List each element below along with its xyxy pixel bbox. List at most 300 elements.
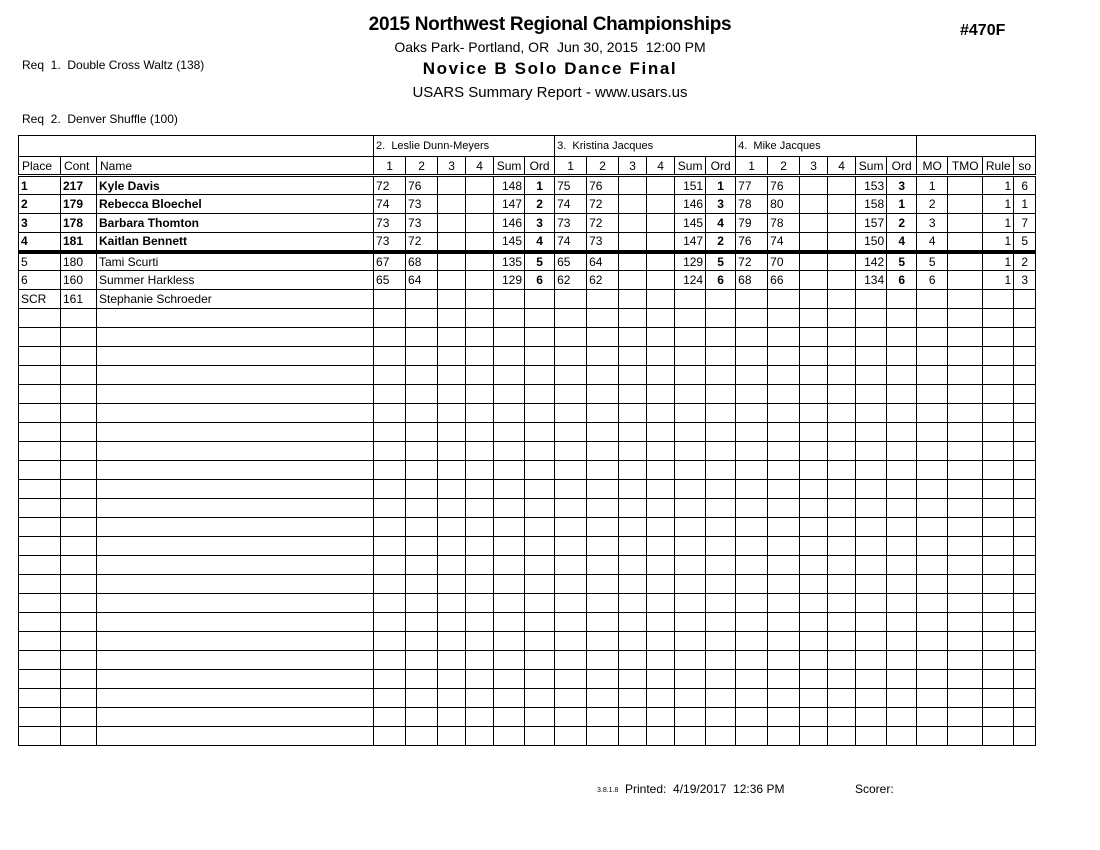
- cell-score: [828, 461, 856, 480]
- cell-so: [1014, 594, 1036, 613]
- cell-score: [466, 423, 494, 442]
- cell-ord: [887, 537, 917, 556]
- cell-so: [1014, 480, 1036, 499]
- cell-score: [555, 423, 587, 442]
- cell-score: [647, 594, 675, 613]
- cell-score: [438, 195, 466, 214]
- cell-so: [1014, 328, 1036, 347]
- cell-score: [374, 556, 406, 575]
- cell-score: [736, 385, 768, 404]
- cell-score: [768, 708, 800, 727]
- cell-score: [438, 461, 466, 480]
- cell-score: [619, 537, 647, 556]
- cell-score: [736, 632, 768, 651]
- cell-cont: [61, 575, 97, 594]
- cell-score: [555, 518, 587, 537]
- cell-place: [19, 556, 61, 575]
- cell-score: [800, 366, 828, 385]
- cell-ord: 6: [887, 271, 917, 290]
- cell-score: [406, 423, 438, 442]
- cell-cont: [61, 727, 97, 746]
- cell-sum: [856, 423, 887, 442]
- cell-score: [555, 461, 587, 480]
- cell-score: [438, 404, 466, 423]
- cell-rule: [983, 423, 1014, 442]
- cell-score: [555, 727, 587, 746]
- cell-tmo: [948, 176, 983, 195]
- cell-tmo: [948, 328, 983, 347]
- cell-ord: [706, 708, 736, 727]
- cell-name: [97, 347, 374, 366]
- col-header-sum: Sum: [675, 157, 706, 176]
- cell-score: [587, 423, 619, 442]
- table-row: [19, 651, 1036, 670]
- cell-so: [1014, 575, 1036, 594]
- cell-ord: [525, 442, 555, 461]
- cell-score: [800, 347, 828, 366]
- cell-sum: 146: [494, 214, 525, 233]
- cell-rule: 1: [983, 176, 1014, 195]
- cell-score: [406, 708, 438, 727]
- cell-name: [97, 442, 374, 461]
- cell-place: [19, 461, 61, 480]
- cell-place: [19, 366, 61, 385]
- cell-score: [587, 328, 619, 347]
- cell-sum: [675, 499, 706, 518]
- cell-score: [555, 632, 587, 651]
- cell-score: [828, 651, 856, 670]
- cell-score: [406, 556, 438, 575]
- cell-score: [438, 632, 466, 651]
- cell-cont: 178: [61, 214, 97, 233]
- cell-sum: [856, 404, 887, 423]
- cell-score: [647, 537, 675, 556]
- cell-score: [647, 195, 675, 214]
- cell-score: [828, 423, 856, 442]
- cell-sum: 129: [675, 252, 706, 271]
- cell-sum: 145: [675, 214, 706, 233]
- col-header-mo: MO: [917, 157, 948, 176]
- cell-score: [587, 594, 619, 613]
- cell-sum: 134: [856, 271, 887, 290]
- cell-score: [438, 613, 466, 632]
- cell-ord: [887, 328, 917, 347]
- cell-score: 64: [406, 271, 438, 290]
- cell-cont: [61, 309, 97, 328]
- cell-score: [587, 499, 619, 518]
- cell-ord: [525, 328, 555, 347]
- cell-so: 1: [1014, 195, 1036, 214]
- col-header-rule: Rule: [983, 157, 1014, 176]
- cell-score: [828, 632, 856, 651]
- col-header-so: so: [1014, 157, 1036, 176]
- cell-sum: 147: [494, 195, 525, 214]
- cell-so: 5: [1014, 233, 1036, 252]
- cell-cont: [61, 499, 97, 518]
- cell-score: [587, 290, 619, 309]
- cell-so: [1014, 727, 1036, 746]
- cell-place: [19, 404, 61, 423]
- cell-ord: [525, 309, 555, 328]
- cell-score: 72: [374, 176, 406, 195]
- cell-score: [406, 347, 438, 366]
- cell-score: [619, 309, 647, 328]
- cell-sum: [494, 385, 525, 404]
- cell-sum: 151: [675, 176, 706, 195]
- cell-score: [619, 252, 647, 271]
- cell-mo: 5: [917, 252, 948, 271]
- cell-score: [800, 556, 828, 575]
- cell-score: [619, 385, 647, 404]
- cell-name: [97, 651, 374, 670]
- cell-score: [466, 518, 494, 537]
- cell-score: [438, 214, 466, 233]
- cell-mo: [917, 347, 948, 366]
- cell-score: [800, 176, 828, 195]
- cell-cont: 160: [61, 271, 97, 290]
- cell-tmo: [948, 271, 983, 290]
- cell-cont: [61, 480, 97, 499]
- cell-mo: [917, 328, 948, 347]
- cell-score: [374, 518, 406, 537]
- col-header-sum: Sum: [856, 157, 887, 176]
- cell-score: [800, 328, 828, 347]
- cell-score: [736, 689, 768, 708]
- cell-score: [736, 442, 768, 461]
- cell-ord: [706, 480, 736, 499]
- cell-name: [97, 632, 374, 651]
- cell-score: [619, 480, 647, 499]
- cell-score: [555, 556, 587, 575]
- cell-score: 73: [406, 214, 438, 233]
- cell-sum: [856, 499, 887, 518]
- cell-so: [1014, 290, 1036, 309]
- cell-score: [406, 632, 438, 651]
- cell-score: [438, 727, 466, 746]
- cell-score: [466, 252, 494, 271]
- cell-name: Barbara Thomton: [97, 214, 374, 233]
- cell-score: [619, 271, 647, 290]
- cell-score: [587, 461, 619, 480]
- cell-place: 5: [19, 252, 61, 271]
- cell-ord: [706, 423, 736, 442]
- cell-score: 72: [736, 252, 768, 271]
- table-row: [19, 632, 1036, 651]
- cell-score: [736, 651, 768, 670]
- cell-score: [619, 613, 647, 632]
- cell-rule: [983, 442, 1014, 461]
- cell-ord: [525, 651, 555, 670]
- cell-sum: [675, 328, 706, 347]
- cell-place: 4: [19, 233, 61, 252]
- cell-score: [466, 214, 494, 233]
- table-row: [19, 309, 1036, 328]
- cell-score: [466, 309, 494, 328]
- table-row: [19, 727, 1036, 746]
- cell-score: 66: [768, 271, 800, 290]
- cell-score: [438, 499, 466, 518]
- cell-score: [619, 518, 647, 537]
- table-row: [19, 575, 1036, 594]
- cell-sum: 150: [856, 233, 887, 252]
- cell-score: [647, 632, 675, 651]
- cell-score: [828, 594, 856, 613]
- cell-tmo: [948, 537, 983, 556]
- col-header-place: Place: [19, 157, 61, 176]
- cell-score: [647, 708, 675, 727]
- cell-score: [768, 651, 800, 670]
- cell-score: [647, 404, 675, 423]
- cell-sum: [856, 632, 887, 651]
- cell-sum: [494, 518, 525, 537]
- cell-so: [1014, 651, 1036, 670]
- table-row: [19, 423, 1036, 442]
- cell-score: [374, 480, 406, 499]
- cell-ord: [887, 290, 917, 309]
- cell-score: [647, 423, 675, 442]
- cell-score: [828, 480, 856, 499]
- cell-ord: 5: [525, 252, 555, 271]
- cell-score: [438, 537, 466, 556]
- cell-sum: [494, 727, 525, 746]
- cell-sum: 146: [675, 195, 706, 214]
- cell-score: [555, 651, 587, 670]
- cell-score: [438, 594, 466, 613]
- cell-score: [828, 233, 856, 252]
- cell-rule: [983, 537, 1014, 556]
- cell-mo: [917, 499, 948, 518]
- cell-sum: [494, 404, 525, 423]
- cell-name: [97, 727, 374, 746]
- cell-score: [647, 727, 675, 746]
- cell-sum: [494, 556, 525, 575]
- cell-ord: [706, 689, 736, 708]
- cell-score: [736, 290, 768, 309]
- cell-score: [466, 442, 494, 461]
- cell-sum: [856, 651, 887, 670]
- cell-score: [800, 309, 828, 328]
- cell-rule: [983, 651, 1014, 670]
- cell-sum: [856, 670, 887, 689]
- cell-tmo: [948, 442, 983, 461]
- cell-score: [374, 575, 406, 594]
- table-row: [19, 670, 1036, 689]
- cell-sum: [494, 499, 525, 518]
- cell-so: [1014, 518, 1036, 537]
- cell-ord: [525, 366, 555, 385]
- cell-score: [800, 499, 828, 518]
- cell-mo: 6: [917, 271, 948, 290]
- cell-score: 65: [374, 271, 406, 290]
- cell-ord: [525, 385, 555, 404]
- cell-score: [619, 347, 647, 366]
- cell-score: [768, 328, 800, 347]
- cell-sum: [856, 347, 887, 366]
- cell-place: [19, 727, 61, 746]
- cell-ord: [525, 537, 555, 556]
- cell-score: [406, 499, 438, 518]
- cell-score: [800, 708, 828, 727]
- cell-score: [768, 670, 800, 689]
- cell-score: [768, 385, 800, 404]
- cell-tmo: [948, 290, 983, 309]
- cell-mo: [917, 518, 948, 537]
- judge-name-header: 2. Leslie Dunn-Meyers: [374, 136, 555, 157]
- cell-score: [828, 309, 856, 328]
- cell-ord: [887, 385, 917, 404]
- cell-ord: 1: [887, 195, 917, 214]
- cell-ord: [706, 651, 736, 670]
- band-spacer-right: [917, 136, 1036, 157]
- cell-cont: [61, 518, 97, 537]
- cell-score: [406, 461, 438, 480]
- cell-score: [619, 727, 647, 746]
- cell-sum: [856, 442, 887, 461]
- table-row: [19, 689, 1036, 708]
- cell-score: [466, 537, 494, 556]
- cell-score: [587, 708, 619, 727]
- cell-rule: 1: [983, 214, 1014, 233]
- cell-ord: 4: [887, 233, 917, 252]
- cell-score: 76: [736, 233, 768, 252]
- cell-cont: [61, 347, 97, 366]
- cell-score: [800, 480, 828, 499]
- cell-score: [438, 176, 466, 195]
- cell-score: [800, 537, 828, 556]
- cell-sum: [494, 290, 525, 309]
- cell-ord: [887, 423, 917, 442]
- cell-sum: [675, 290, 706, 309]
- cell-score: [466, 708, 494, 727]
- cell-score: [438, 518, 466, 537]
- cell-score: [768, 404, 800, 423]
- cell-rule: 1: [983, 252, 1014, 271]
- cell-score: [619, 233, 647, 252]
- cell-sum: [675, 366, 706, 385]
- cell-cont: 180: [61, 252, 97, 271]
- cell-score: [800, 195, 828, 214]
- table-row: [19, 176, 1036, 195]
- cell-score: [647, 214, 675, 233]
- cell-score: [587, 689, 619, 708]
- cell-ord: [525, 480, 555, 499]
- cell-ord: [887, 366, 917, 385]
- cell-score: [647, 233, 675, 252]
- cell-rule: [983, 689, 1014, 708]
- cell-sum: [494, 309, 525, 328]
- cell-cont: [61, 328, 97, 347]
- cell-tmo: [948, 423, 983, 442]
- cell-score: [406, 366, 438, 385]
- cell-tmo: [948, 594, 983, 613]
- cell-score: [466, 347, 494, 366]
- cell-place: [19, 423, 61, 442]
- cell-tmo: [948, 575, 983, 594]
- cell-score: 74: [374, 195, 406, 214]
- cell-sum: [856, 309, 887, 328]
- cell-sum: 135: [494, 252, 525, 271]
- cell-score: [647, 575, 675, 594]
- cell-sum: [494, 366, 525, 385]
- cell-score: [438, 575, 466, 594]
- cell-ord: 1: [706, 176, 736, 195]
- cell-sum: 157: [856, 214, 887, 233]
- cell-sum: [494, 328, 525, 347]
- cell-ord: [525, 689, 555, 708]
- table-row: [19, 347, 1036, 366]
- cell-sum: 147: [675, 233, 706, 252]
- cell-mo: [917, 556, 948, 575]
- cell-sum: [856, 480, 887, 499]
- cell-mo: [917, 461, 948, 480]
- cell-score: [374, 708, 406, 727]
- cell-sum: [675, 480, 706, 499]
- cell-tmo: [948, 670, 983, 689]
- cell-score: 74: [555, 195, 587, 214]
- cell-score: [438, 423, 466, 442]
- cell-score: 72: [587, 214, 619, 233]
- cell-ord: 5: [706, 252, 736, 271]
- cell-tmo: [948, 613, 983, 632]
- cell-score: [438, 689, 466, 708]
- cell-score: [555, 366, 587, 385]
- cell-rule: [983, 347, 1014, 366]
- cell-score: [800, 727, 828, 746]
- cell-score: [736, 499, 768, 518]
- cell-score: 74: [768, 233, 800, 252]
- cell-so: [1014, 347, 1036, 366]
- cell-cont: [61, 423, 97, 442]
- table-row: [19, 556, 1036, 575]
- cell-score: [768, 423, 800, 442]
- cell-ord: 6: [525, 271, 555, 290]
- cell-mo: [917, 613, 948, 632]
- cell-score: [800, 613, 828, 632]
- cell-score: [736, 461, 768, 480]
- cell-sum: [675, 651, 706, 670]
- report-type-line: USARS Summary Report - www.usars.us: [412, 84, 688, 101]
- cell-score: [619, 214, 647, 233]
- cell-score: [374, 651, 406, 670]
- venue-date-line: Oaks Park- Portland, OR Jun 30, 2015 12:00 PM: [394, 39, 706, 55]
- cell-tmo: [948, 518, 983, 537]
- cell-score: [555, 689, 587, 708]
- cell-score: 68: [736, 271, 768, 290]
- col-header-trial: 2: [406, 157, 438, 176]
- cell-ord: 2: [706, 233, 736, 252]
- cell-score: [466, 594, 494, 613]
- cell-so: [1014, 385, 1036, 404]
- cell-score: [587, 632, 619, 651]
- cell-score: [619, 195, 647, 214]
- col-header-ord: Ord: [706, 157, 736, 176]
- table-row: [19, 518, 1036, 537]
- cell-score: [828, 366, 856, 385]
- cell-score: [619, 632, 647, 651]
- cell-score: 74: [555, 233, 587, 252]
- cell-ord: [525, 347, 555, 366]
- cell-score: [466, 233, 494, 252]
- cell-sum: [675, 670, 706, 689]
- cell-name: [97, 518, 374, 537]
- cell-place: 1: [19, 176, 61, 195]
- cell-score: [374, 499, 406, 518]
- cell-score: [466, 461, 494, 480]
- cell-score: [768, 594, 800, 613]
- cell-ord: 3: [525, 214, 555, 233]
- cell-name: Kaitlan Bennett: [97, 233, 374, 252]
- cell-score: [619, 594, 647, 613]
